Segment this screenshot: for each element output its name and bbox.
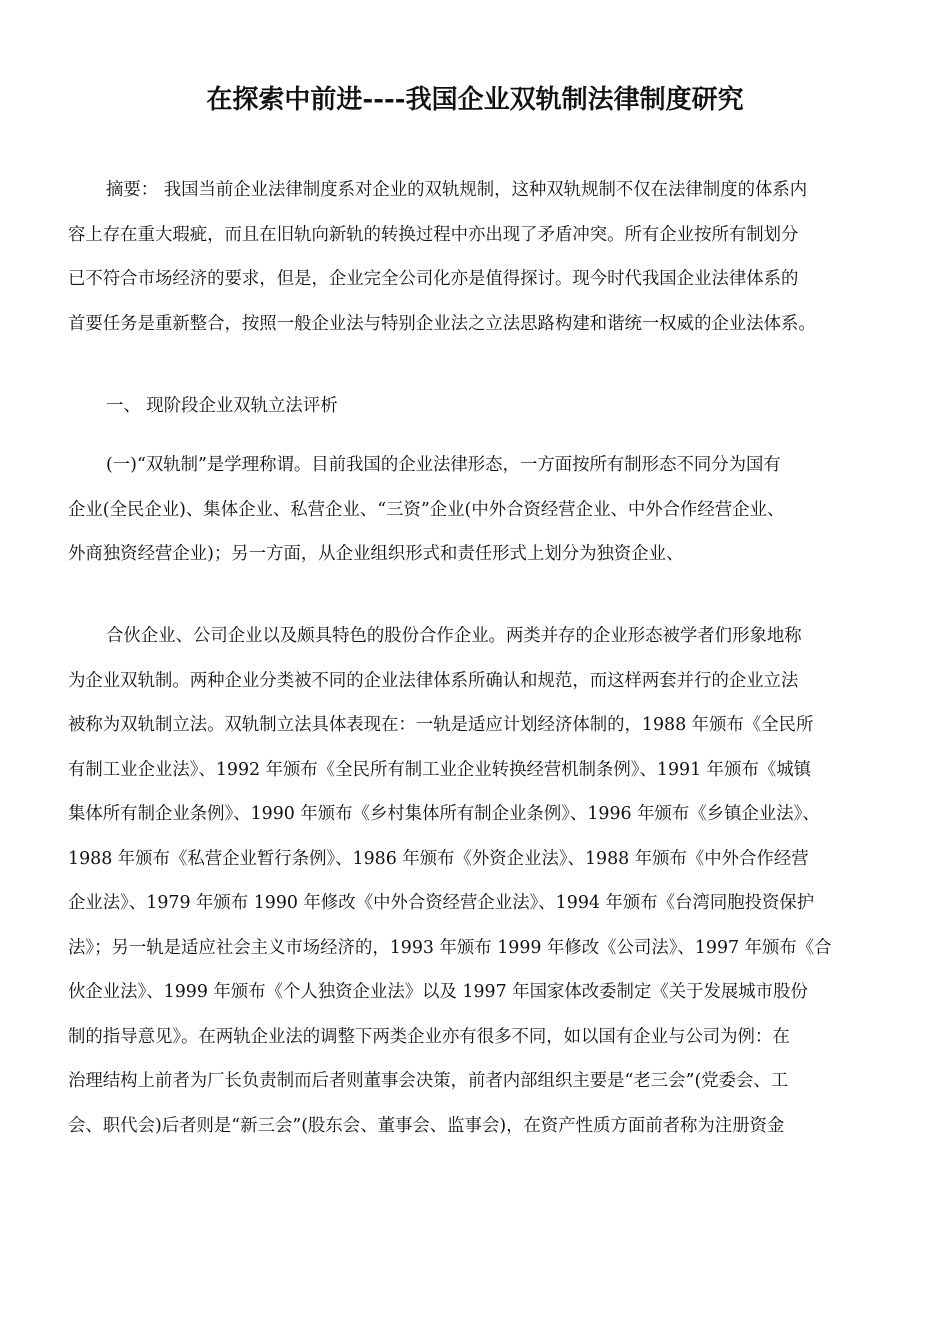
paragraph-line: 企业(全民企业)、集体企业、私营企业、“三资”企业(中外合资经营企业、中外合作经营企业、	[68, 499, 785, 520]
document-title: 在探索中前进----我国企业双轨制法律制度研究	[206, 85, 744, 115]
abstract-paragraph	[68, 168, 882, 346]
paragraph-line: 法》；另一轨是适应社会主义市场经济的，1993 年颁布 1999 年修改《公司法》、1997 年颁布《合	[68, 937, 832, 958]
paragraph-line: 合伙企业、公司企业以及颇具特色的股份合作企业。两类并存的企业形态被学者们形象地称	[106, 626, 802, 646]
paragraph-line: (一)“双轨制”是学理称谓。目前我国的企业法律形态，一方面按所有制形态不同分为国有	[106, 455, 781, 475]
paragraph-line: 治理结构上前者为厂长负责制而后者则董事会决策，前者内部组织主要是“老三会”(党委会、工	[68, 1071, 789, 1091]
abstract-line: 已不符合市场经济的要求，但是，企业完全公司化亦是值得探讨。现今时代我国企业法律体系的	[68, 269, 799, 289]
paragraph-line: 集体所有制企业条例》、1990 年颁布《乡村集体所有制企业条例》、1996 年颁布《乡镇企业法》、	[68, 804, 820, 824]
paragraph-line: 企业法》、1979 年颁布 1990 年修改《中外合资经营企业法》、1994 年颁布《台湾同胞投资保护	[68, 893, 815, 913]
paragraph-line: 为企业双轨制。两种企业分类被不同的企业法律体系所确认和规范，而这样两套并行的企业立法	[68, 670, 799, 691]
abstract-line: 首要任务是重新整合，按照一般企业法与特别企业法之立法思路构建和谐统一权威的企业法体系。	[68, 313, 816, 334]
paragraph-line: 被称为双轨制立法。双轨制立法具体表现在：一轨是适应计划经济体制的，1988 年颁布《全民所	[68, 715, 814, 735]
paragraph-line: 制的指导意见》。在两轨企业法的调整下两类企业亦有很多不同，如以国有企业与公司为例：在	[68, 1026, 790, 1047]
body-paragraph-1	[68, 443, 882, 577]
body-paragraph-2	[68, 614, 882, 1148]
abstract-line: 摘要： 我国当前企业法律制度系对企业的双轨规制，这种双轨规制不仅在法律制度的体系内	[106, 180, 808, 200]
paragraph-line: 会、职代会)后者则是“新三会”(股东会、董事会、监事会)，在资产性质方面前者称为注册资金	[68, 1115, 785, 1136]
paragraph-line: 有制工业企业法》、1992 年颁布《全民所有制工业企业转换经营机制条例》、1991 年颁布《城镇	[68, 759, 812, 780]
paragraph-line: 外商独资经营企业)；另一方面，从企业组织形式和责任形式上划分为独资企业、	[68, 544, 684, 564]
abstract-line: 容上存在重大瑕疵，而且在旧轨向新轨的转换过程中亦出现了矛盾冲突。所有企业按所有制划分	[68, 224, 799, 245]
paragraph-line: 伙企业法》、1999 年颁布《个人独资企业法》以及 1997 年国家体改委制定《关于发展城市股份	[68, 982, 808, 1002]
section-heading-text: 一、 现阶段企业双轨立法评析	[106, 396, 338, 416]
section-heading	[68, 384, 882, 429]
paragraph-line: 1988 年颁布《私营企业暂行条例》、1986 年颁布《外资企业法》、1988 年颁布《中外合作经营	[68, 848, 809, 869]
